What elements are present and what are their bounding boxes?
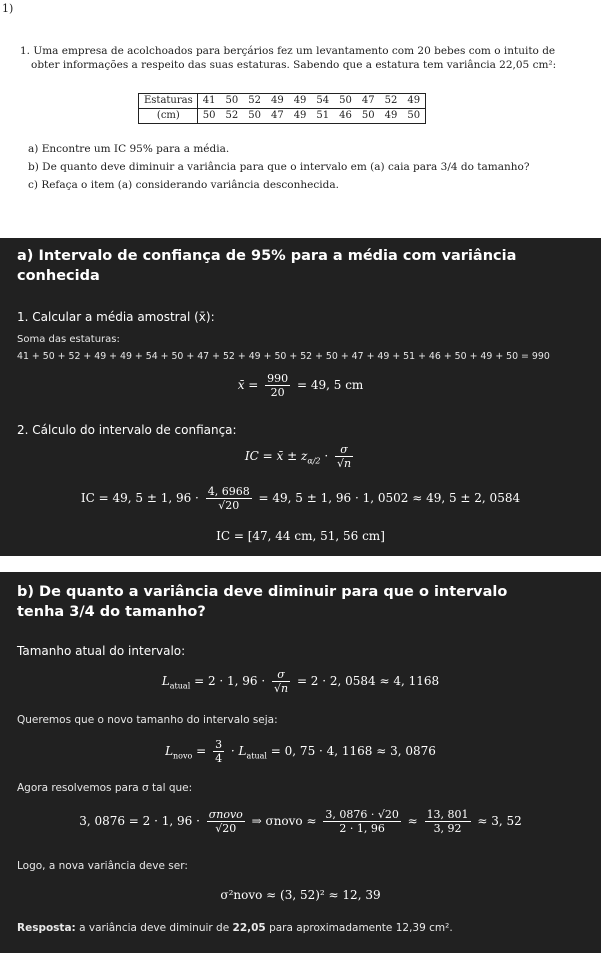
answer-label: Resposta:	[17, 922, 76, 934]
table-cell: 49	[407, 95, 421, 106]
section-a-title	[17, 246, 516, 286]
fraction-denominator: √n	[274, 682, 289, 695]
l-atual-mid: = 2 · 1, 96 ·	[194, 674, 266, 688]
table-cell: 47	[361, 95, 375, 106]
fraction-numerator: σ	[272, 668, 290, 682]
problem-line-1: 1. Uma empresa de acolchoados para berçários fez um levantamento com 20 bebes com o intuito de	[20, 45, 556, 57]
solve-fraction-1	[207, 808, 245, 835]
ic-formula-subscript: α/2	[307, 456, 321, 466]
table-cell: 50	[202, 110, 216, 121]
section-a-title-line: conhecida	[17, 268, 100, 284]
ic-calculation	[0, 485, 601, 512]
mean-fraction	[265, 372, 290, 399]
stature-table	[138, 93, 426, 124]
fraction-denominator: √20	[218, 499, 240, 512]
fraction-denominator: √n	[336, 457, 352, 470]
answer-old-variance: 22,05	[232, 922, 266, 934]
table-cell: 50	[339, 95, 352, 106]
ic-formula-dot: ·	[324, 449, 329, 463]
l-novo-rhs-subscript: atual	[246, 751, 267, 761]
solve-approx: ≈	[407, 814, 418, 828]
table-cell: 49	[293, 110, 307, 121]
fraction-denominator: 3, 92	[433, 822, 462, 835]
l-novo-equals: =	[196, 744, 207, 758]
l-novo-rhs: · L	[230, 744, 247, 758]
table-cell: 50	[225, 95, 239, 106]
table-cell: 50	[361, 110, 375, 121]
answer-unit: cm².	[429, 922, 453, 934]
table-cell: 52	[248, 95, 261, 106]
ic-formula-lhs: IC = x̄ ± z	[244, 449, 308, 463]
new-size-label: Queremos que o novo tamanho do intervalo seja:	[17, 714, 278, 726]
fraction-numerator: 990	[267, 372, 289, 385]
fraction-numerator: 13, 801	[426, 808, 469, 821]
solve-mid: ⇒ σnovo ≈	[251, 814, 317, 828]
ic-formula	[0, 443, 601, 470]
table-row	[139, 94, 425, 109]
solve-label: Agora resolvemos para σ tal que:	[17, 782, 193, 794]
section-b-title-line: tenha 3/4 do tamanho?	[17, 604, 206, 620]
section-a	[0, 238, 601, 556]
fraction-numerator: 3	[215, 738, 223, 751]
solve-rhs: ≈ 3, 52	[477, 814, 522, 828]
answer-line	[17, 922, 453, 934]
answer-text-2: para aproximadamente	[269, 922, 393, 934]
mean-rhs: = 49, 5 cm	[296, 378, 364, 392]
l-atual-fraction	[272, 668, 290, 695]
item-c: c) Refaça o item (a) considerando variância desconhecida.	[28, 179, 339, 191]
problem-items	[28, 140, 529, 194]
table-cell: 46	[339, 110, 352, 121]
ic-calc-rhs: = 49, 5 ± 1, 96 · 1, 0502 ≈ 49, 5 ± 2, 0584	[258, 491, 521, 505]
fraction-denominator: 4	[215, 752, 223, 765]
table-cell: 50	[407, 110, 421, 121]
ic-calc-lhs: IC = 49, 5 ± 1, 96 ·	[80, 491, 199, 505]
sum-label: Soma das estaturas:	[17, 334, 120, 345]
sum-expression: 41 + 50 + 52 + 49 + 49 + 54 + 50 + 47 + 52 + 49 + 50 + 52 + 50 + 47 + 49 + 51 + 46 + 50 + 49 + 50 = 990	[17, 351, 550, 362]
item-b: b) De quanto deve diminuir a variância para que o intervalo em (a) caia para 3/4 do tamanho?	[28, 161, 530, 173]
l-atual-equation	[0, 668, 601, 695]
l-atual-rhs: = 2 · 2, 0584 ≈ 4, 1168	[296, 674, 440, 688]
table-cell: 49	[270, 95, 284, 106]
section-a-title-line: a) Intervalo de confiança de 95% para a média com variância	[17, 248, 517, 264]
problem-number: 1)	[2, 2, 14, 15]
fraction-numerator: σnovo	[208, 808, 243, 821]
l-novo-symbol: L	[165, 744, 174, 758]
table-cell: 54	[316, 95, 330, 106]
variance-equation: σ²novo ≈ (3, 52)² ≈ 12, 39	[220, 888, 381, 902]
variance-label: Logo, a nova variância deve ser:	[17, 860, 188, 872]
table-cell: 41	[202, 95, 216, 106]
l-novo-equation	[0, 738, 601, 765]
current-size-label: Tamanho atual do intervalo:	[17, 644, 186, 658]
ic-calc-fraction	[206, 485, 252, 512]
fraction-numerator: 4, 6968	[207, 485, 250, 498]
l-novo-fraction	[213, 738, 224, 765]
table-cell: 47	[270, 110, 284, 121]
l-novo-subscript: novo	[173, 751, 193, 761]
fraction-numerator: σ	[335, 443, 353, 457]
fraction-denominator: 20	[270, 386, 285, 399]
table-cell: 52	[384, 95, 398, 106]
section-b-title	[17, 582, 507, 622]
mean-lhs: x̄ =	[237, 378, 259, 392]
table-row	[139, 109, 425, 124]
answer-new-variance: 12,39	[395, 922, 426, 934]
l-atual-symbol: L	[161, 674, 170, 688]
table-cell: 49	[384, 110, 398, 121]
table-cell: 52	[225, 110, 239, 121]
mean-equation	[0, 372, 601, 399]
problem-statement	[20, 44, 595, 72]
table-cell: 49	[293, 95, 307, 106]
ic-result: IC = [47, 44 cm, 51, 56 cm]	[216, 529, 385, 543]
table-cell: 51	[316, 110, 330, 121]
solve-lhs: 3, 0876 = 2 · 1, 96 ·	[79, 814, 200, 828]
l-atual-subscript: atual	[169, 681, 191, 691]
fraction-denominator: 2 · 1, 96	[339, 822, 385, 835]
solve-fraction-3	[425, 808, 471, 835]
problem-line-2: obter informações a respeito das suas estaturas. Sabendo que a estatura tem variância 22,05 cm²:	[31, 59, 557, 71]
table-cell: 50	[248, 110, 261, 121]
table-header: Estaturas	[139, 94, 197, 109]
table-header: (cm)	[139, 109, 197, 124]
step-1-heading: 1. Calcular a média amostral (x̄):	[17, 310, 215, 324]
section-b	[0, 572, 601, 953]
solve-equation	[0, 808, 601, 835]
fraction-numerator: 3, 0876 · √20	[325, 808, 399, 821]
solve-fraction-2	[323, 808, 400, 835]
answer-text: a variância deve diminuir de	[79, 922, 230, 934]
step-2-heading: 2. Cálculo do intervalo de confiança:	[17, 423, 237, 437]
l-novo-rhs-value: = 0, 75 · 4, 1168 ≈ 3, 0876	[270, 744, 436, 758]
ic-formula-fraction	[335, 443, 353, 470]
section-b-title-line: b) De quanto a variância deve diminuir para que o intervalo	[17, 584, 508, 600]
item-a: a) Encontre um IC 95% para a média.	[28, 143, 230, 155]
fraction-denominator: √20	[215, 822, 237, 835]
